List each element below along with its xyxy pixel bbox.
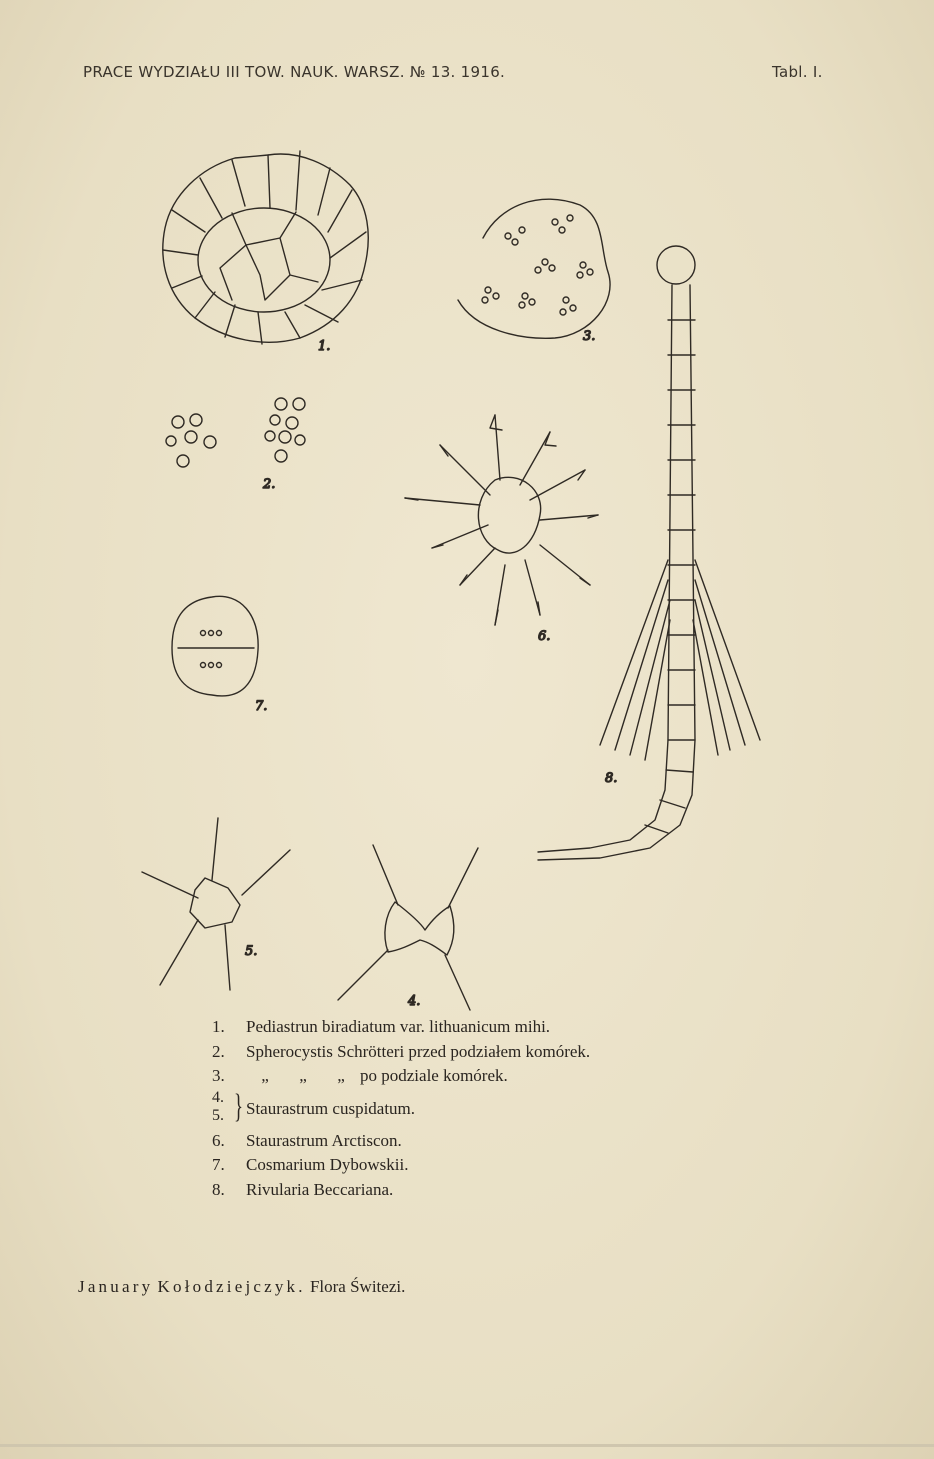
figure-number-label: 4.: [408, 994, 421, 1009]
legend-text: Cosmarium Dybowskii.: [246, 1155, 409, 1174]
figure-number-label: 7.: [255, 699, 268, 714]
author-last-name: Kołodziejczyk.: [157, 1277, 306, 1296]
figure-1-pediastrum: [163, 151, 368, 354]
legend-item-8: [212, 1178, 590, 1203]
figure-2-spherocystis: [166, 398, 305, 492]
legend-item-6: [212, 1129, 590, 1154]
author-first-name: January: [78, 1277, 154, 1296]
legend-number: 2.: [212, 1041, 225, 1061]
figure-number-label: 8.: [605, 771, 618, 786]
legend-text: po podziale komórek.: [360, 1066, 508, 1085]
ditto-mark: „: [261, 1066, 269, 1085]
legend-brace-numbers: [212, 1089, 224, 1125]
figure-4-staurastrum: [338, 845, 478, 1010]
figure-number-label: 3.: [583, 329, 596, 344]
legend-item-1: [212, 1015, 590, 1040]
legend-number: 3.: [212, 1066, 225, 1085]
figure-legend: [212, 1015, 590, 1202]
legend-item-4-5: [212, 1089, 590, 1129]
figure-number-label: 5.: [245, 944, 258, 959]
figure-3-spherocystis-divided: [458, 199, 610, 344]
figure-number-label: 1.: [318, 339, 331, 354]
ditto-mark: „: [299, 1066, 307, 1085]
plate-number: Tabl. I.: [772, 63, 823, 81]
legend-number: 6.: [212, 1130, 225, 1150]
legend-text: Staurastrum cuspidatum.: [246, 1098, 416, 1118]
legend-text: Pediastrun biradiatum var. lithuanicum mihi.: [246, 1017, 551, 1036]
page-edge-rule: [0, 1444, 934, 1447]
journal-header: PRACE WYDZIAŁU III TOW. NAUK. WARSZ. № 13. 1916.: [83, 63, 506, 81]
figure-8-rivularia: [538, 246, 760, 860]
figure-number-label: 2.: [263, 477, 276, 492]
legend-item-3: [212, 1064, 590, 1089]
figure-number-label: 6.: [538, 629, 551, 644]
brace-glyph: }: [234, 1087, 243, 1125]
legend-text: Spherocystis Schrötteri przed podziałem komórek.: [246, 1041, 591, 1061]
ditto-mark: „: [337, 1066, 345, 1085]
legend-item-7: [212, 1153, 590, 1178]
legend-text: Rivularia Beccariana.: [246, 1179, 394, 1199]
legend-text: Staurastrum Arctiscon.: [246, 1130, 402, 1150]
figure-6-staurastrum-arctiscon: [405, 415, 598, 644]
legend-number: 8.: [212, 1179, 225, 1199]
legend-number: 5.: [212, 1106, 224, 1124]
legend-item-2: [212, 1040, 590, 1065]
legend-number: 1.: [212, 1017, 225, 1036]
work-title: Flora Świtezi.: [309, 1277, 406, 1296]
figure-7-cosmarium: [172, 596, 267, 714]
legend-number: 4.: [212, 1088, 224, 1106]
author-credit: [78, 1277, 405, 1297]
figure-5-staurastrum: [142, 818, 290, 990]
legend-number: 7.: [212, 1155, 225, 1174]
